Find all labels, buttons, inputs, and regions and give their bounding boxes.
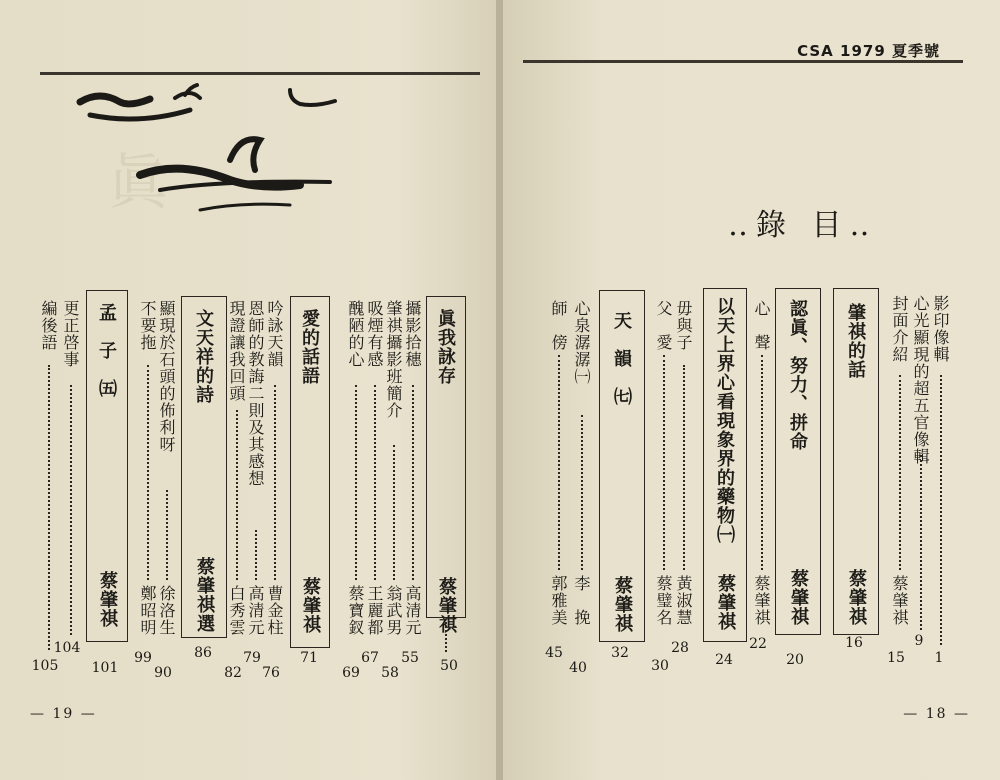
page-number: 16	[845, 635, 863, 651]
dot-leader	[920, 455, 922, 630]
page-number: 71	[300, 650, 318, 666]
entry-author: 蔡寶釵	[346, 585, 365, 636]
dot-leader	[48, 365, 50, 650]
dot-leader	[236, 410, 238, 580]
entry-author: 蔡肇祺選	[194, 557, 215, 633]
section-title: 認眞、努力、拼命	[787, 299, 808, 451]
entry-title: 顯現於石頭的佈利呀	[157, 300, 176, 453]
entry-author: 蔡肇祺	[890, 575, 909, 626]
page-number: 58	[381, 665, 399, 681]
toc-title: ‥錄 目‥	[728, 208, 878, 243]
section-box	[703, 288, 747, 642]
page-number: 22	[749, 636, 767, 652]
page-number: 15	[887, 650, 905, 666]
page-number: 40	[569, 660, 587, 676]
page-number: 1	[934, 650, 944, 666]
page-number: 90	[154, 665, 172, 681]
entry-author: 黃淑慧	[674, 575, 693, 626]
dot-leader	[683, 365, 685, 570]
entry-title: 肇祺攝影班簡介	[384, 300, 403, 419]
entry-author: 白秀雲	[227, 585, 246, 636]
section-title: 眞我詠存	[435, 309, 456, 385]
page-number: 105	[31, 658, 59, 674]
page-number: 67	[361, 650, 379, 666]
entry-title: 現證讓我回頭	[227, 300, 246, 402]
page-folio: — 19 —	[30, 706, 97, 722]
page-number: 28	[671, 640, 689, 656]
entry-author: 蔡肇祺	[97, 571, 118, 628]
page-number: 76	[262, 665, 280, 681]
entry-author: 曹金柱	[265, 585, 284, 636]
entry-author: 郭雅美	[549, 575, 568, 626]
dot-leader	[355, 385, 357, 580]
entry-title: 封面介紹	[890, 295, 909, 363]
dot-leader	[581, 415, 583, 570]
entry-author: 徐洛生	[157, 585, 176, 636]
dot-leader	[412, 385, 414, 580]
left-page	[0, 0, 497, 780]
entry-author: 高清元	[246, 585, 265, 636]
dot-leader	[899, 375, 901, 570]
entry-author: 鄭昭明	[138, 585, 157, 636]
dot-leader	[558, 355, 560, 570]
entry-title: 心光顯現的超五官像輯	[911, 295, 930, 465]
entry-title: 醜陋的心	[346, 300, 365, 368]
section-box	[86, 290, 128, 642]
section-box	[181, 296, 227, 638]
page-number: 69	[342, 665, 360, 681]
dot-leader	[274, 385, 276, 580]
entry-author: 王麗都	[365, 585, 384, 636]
section-title: 文天祥的詩	[193, 309, 214, 404]
entry-title: 影印像輯	[931, 295, 950, 363]
page-number: 30	[651, 658, 669, 674]
entry-author: 蔡肇祺	[788, 569, 809, 626]
section-box	[290, 296, 330, 648]
entry-title: 更正啓事	[61, 300, 80, 368]
section-title: 天 韻 ㈦	[611, 311, 632, 406]
bleed-through: 眞	[98, 150, 168, 210]
dot-leader	[940, 375, 942, 645]
entry-title: 不要拖	[138, 300, 157, 351]
issue-header: CSA 1979 夏季號	[797, 42, 940, 60]
calligraphy-birds-emblem-icon	[70, 80, 350, 230]
entry-title: 吟詠天韻	[265, 300, 284, 368]
entry-author: 蔡肇祺	[300, 577, 321, 634]
page-number: 79	[243, 650, 261, 666]
entry-author: 蔡肇祺	[752, 575, 771, 626]
section-box	[426, 296, 466, 634]
entry-author: 李 挽	[572, 575, 591, 626]
section-box	[599, 290, 645, 642]
top-rule	[40, 72, 480, 75]
dot-leader	[393, 445, 395, 580]
entry-author: 蔡肇祺	[436, 577, 457, 634]
page-number: 32	[611, 645, 629, 661]
entry-author: 蔡肇祺	[846, 569, 867, 626]
section-title: 肇祺的話	[845, 303, 866, 379]
page-number: 55	[401, 650, 419, 666]
entry-author: 蔡肇祺	[715, 574, 736, 631]
page-number: 45	[545, 645, 563, 661]
entry-title: 吸煙有感	[365, 300, 384, 368]
dot-leader	[761, 355, 763, 570]
section-box	[775, 288, 821, 635]
dot-leader	[255, 530, 257, 580]
entry-author: 蔡肇祺	[612, 576, 633, 633]
page-number: 104	[53, 640, 81, 656]
section-box	[833, 288, 879, 635]
page-number: 99	[134, 650, 152, 666]
page-number: 82	[224, 665, 242, 681]
page-number: 50	[440, 658, 458, 674]
entry-title: 毋與子	[674, 300, 693, 351]
dot-leader	[445, 622, 447, 652]
page-number: 9	[914, 633, 924, 649]
section-title: 孟 子 ㈤	[96, 303, 117, 398]
entry-title: 攝影拾穗	[403, 300, 422, 368]
dot-leader	[70, 385, 72, 635]
page-folio: — 18 —	[903, 706, 970, 722]
page-number: 24	[715, 652, 733, 668]
entry-title: 編後語	[39, 300, 58, 351]
entry-title: 師 傍	[549, 300, 568, 351]
entry-title: 恩師的教誨二則及其感想	[246, 300, 265, 487]
page-number: 20	[786, 652, 804, 668]
entry-title: 心 聲	[752, 300, 771, 351]
right-page	[503, 0, 1000, 780]
entry-author: 蔡璧名	[654, 575, 673, 626]
entry-title: 心泉潺潺㈠	[572, 300, 591, 385]
dot-leader	[663, 355, 665, 570]
page-number: 101	[91, 660, 119, 676]
dot-leader	[147, 365, 149, 580]
dot-leader	[166, 490, 168, 580]
entry-author: 翁武男	[384, 585, 403, 636]
section-title: 愛的話語	[299, 309, 320, 385]
entry-title: 父 愛	[654, 300, 673, 351]
entry-author: 高清元	[403, 585, 422, 636]
page-number: 86	[194, 645, 212, 661]
section-title: 以天上界心看現象界的藥物㈠	[714, 297, 735, 544]
dot-leader	[374, 385, 376, 580]
